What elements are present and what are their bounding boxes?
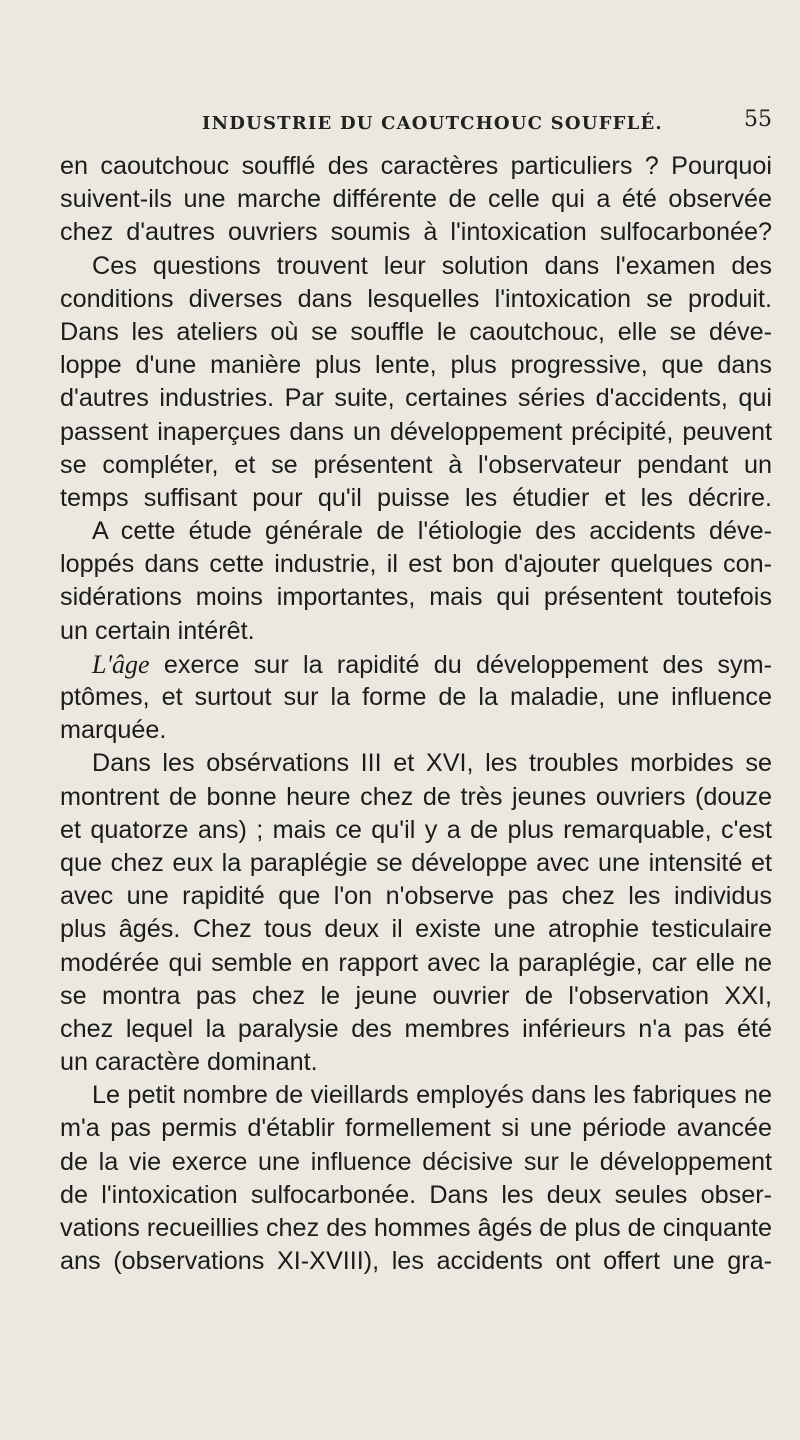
- text-line: modérée qui semble en rapport avec la paraplégie, car elle ne: [60, 948, 772, 977]
- text-line: chez d'autres ouvriers soumis à l'intoxication sulfocarbonée?: [60, 218, 772, 247]
- text-line: Dans les ateliers où se souffle le caoutchouc, elle se déve-: [60, 317, 772, 346]
- text-line: ans (observations XI-XVIII), les accidents ont offert une gra-: [60, 1247, 772, 1276]
- text-line: loppés dans cette industrie, il est bon d'ajouter quelques con-: [60, 550, 772, 579]
- text-line: suivent-ils une marche différente de celle qui a été observée: [60, 185, 772, 214]
- text-line: [60, 648, 772, 681]
- text-line: montrent de bonne heure chez de très jeunes ouvriers (douze: [60, 782, 772, 811]
- text-line: de l'intoxication sulfocarbonée. Dans les deux seules obser-: [60, 1180, 772, 1209]
- text-line: passent inaperçues dans un développement précipité, peuvent: [60, 417, 772, 446]
- running-header: [60, 107, 772, 143]
- text-line: en caoutchouc soufflé des caractères particuliers ? Pourquoi: [60, 152, 772, 180]
- text-line: Dans les obsérvations III et XVI, les troubles morbides se: [92, 749, 772, 778]
- text-line: sidérations moins importantes, mais qui présentent toutefois: [60, 583, 772, 612]
- text-line: se montra pas chez le jeune ouvrier de l'observation XXI,: [60, 981, 772, 1010]
- italic-term: L'âge: [92, 649, 150, 679]
- text-line: conditions diverses dans lesquelles l'intoxication se produit.: [60, 284, 772, 313]
- text-line: marquée.: [60, 716, 167, 745]
- text-line: avec une rapidité que l'on n'observe pas chez les individus: [60, 882, 772, 911]
- text-line: d'autres industries. Par suite, certaines séries d'accidents, qui: [60, 384, 772, 413]
- running-title: INDUSTRIE DU CAOUTCHOUC SOUFFLÉ.: [202, 113, 663, 134]
- text-line: et quatorze ans) ; mais ce qu'il y a de plus remarquable, c'est: [60, 815, 772, 844]
- text-line: m'a pas permis d'établir formellement si une période avancée: [60, 1114, 772, 1143]
- text-line: Ces questions trouvent leur solution dans l'examen des: [92, 251, 772, 280]
- text-line: un caractère dominant.: [60, 1048, 318, 1077]
- text-line: Le petit nombre de vieillards employés dans les fabriques ne: [92, 1081, 772, 1110]
- text-line: que chez eux la paraplégie se développe avec une intensité et: [60, 848, 772, 877]
- body-text: [60, 150, 772, 1278]
- text-line: un certain intérêt.: [60, 616, 255, 645]
- text-line: plus âgés. Chez tous deux il existe une atrophie testiculaire: [60, 915, 772, 944]
- text-line: de la vie exerce une influence décisive sur le développement: [60, 1147, 772, 1176]
- text-line: se compléter, et se présentent à l'observateur pendant un: [60, 450, 772, 479]
- text-line: ptômes, et surtout sur la forme de la maladie, une influence: [60, 683, 772, 711]
- text-fragment: exerce sur la rapidité du développement des sym-: [149, 650, 772, 679]
- text-line: temps suffisant pour qu'il puisse les étudier et les décrire.: [60, 483, 772, 512]
- text-line: loppe d'une manière plus lente, plus progressive, que dans: [60, 351, 772, 380]
- text-line: A cette étude générale de l'étiologie des accidents déve-: [92, 517, 772, 546]
- text-line: chez lequel la paralysie des membres inférieurs n'a pas été: [60, 1014, 772, 1043]
- page-number: 55: [744, 107, 772, 132]
- text-line: vations recueillies chez des hommes âgés de plus de cinquante: [60, 1214, 772, 1242]
